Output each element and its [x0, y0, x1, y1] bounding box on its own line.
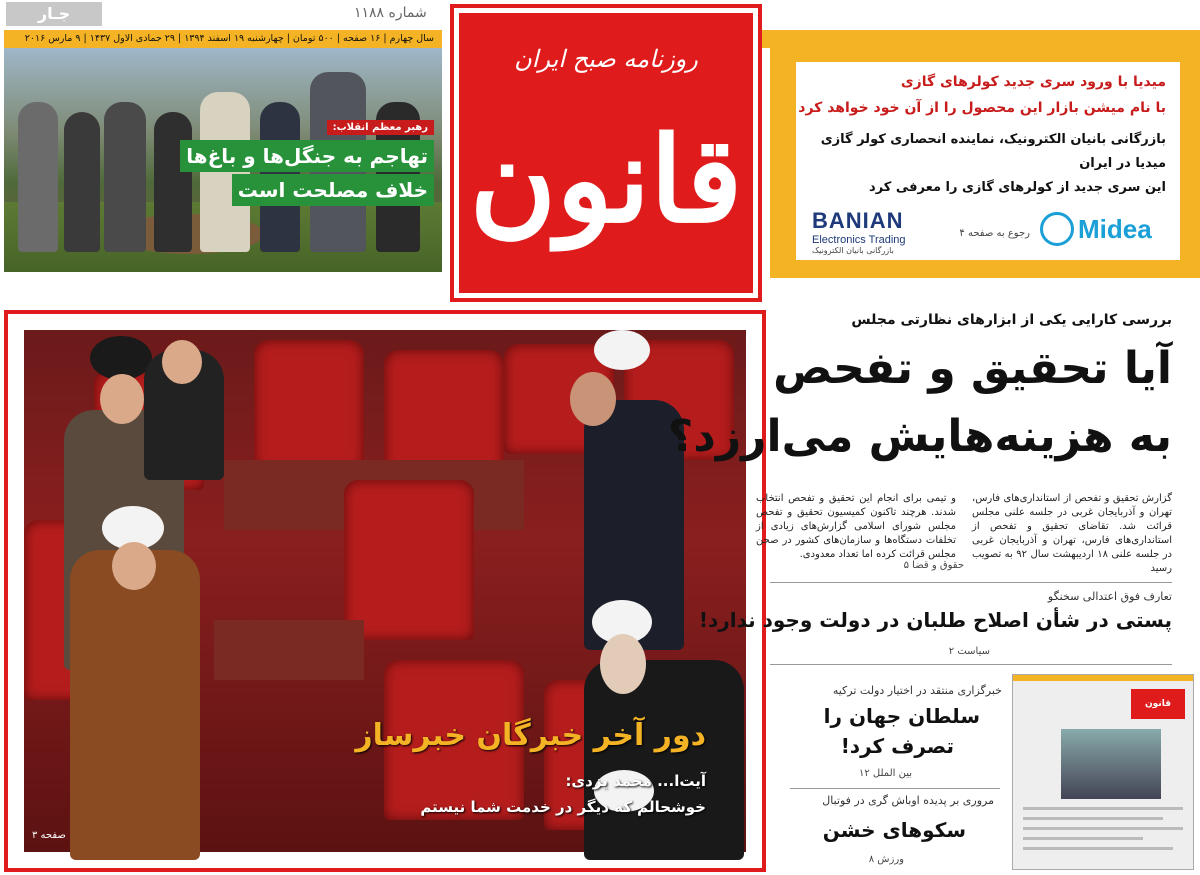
story-kicker: رهبر معظم انقلاب:: [327, 120, 434, 135]
page-reference: سیاست ۲: [948, 646, 990, 657]
thumbnail-text-line: [1023, 807, 1183, 810]
lead-headline[interactable]: به هزینه‌هایش می‌ارزد؟: [667, 411, 1172, 462]
masthead-panel: [459, 13, 753, 293]
lead-headline[interactable]: آیا تحقیق و تفحص: [773, 343, 1172, 394]
thumbnail-logo: قانون: [1131, 689, 1185, 719]
ad-text: میدیا در ایران: [1079, 156, 1166, 171]
divider: [790, 788, 1000, 789]
story-headline[interactable]: سکوهای خشن: [822, 818, 966, 842]
photo-chair: [344, 480, 474, 640]
photo-face: [600, 634, 646, 694]
banian-wordmark: BANIAN: [812, 208, 904, 233]
masthead[interactable]: [450, 4, 762, 302]
midea-logo: [1040, 210, 1170, 252]
main-photo-frame[interactable]: [4, 310, 766, 872]
page-reference: ورزش ۸: [868, 854, 904, 865]
story-kicker: مروری بر پدیده اوباش گری در فوتبال: [822, 794, 994, 807]
masthead-subtitle: روزنامه صبح ایران: [514, 45, 698, 73]
photo-face: [112, 542, 156, 590]
photo-face: [100, 374, 144, 424]
midea-ring-icon: [1040, 212, 1074, 246]
ad-text: بازرگانی بانیان الکترونیک، نماینده انحصاری کولر گازی: [820, 132, 1166, 147]
photo-figure: [200, 92, 250, 252]
info-bar: سال چهارم | ۱۶ صفحه | ۵۰۰ تومان | چهارشنبه ۱۹ اسفند ۱۳۹۴ | ۲۹ جمادی الاول ۱۴۳۷ | ۹ مارس ۲۰۱۶: [4, 30, 442, 48]
page-reference: سیاست ۲: [12, 294, 54, 305]
photo-desk: [214, 620, 364, 680]
tree-planting-photo[interactable]: [4, 48, 442, 305]
photo-figure: [18, 102, 58, 252]
photo-figure: [64, 112, 100, 252]
main-photo-quote-source: آیت‌ا... محمد یزدی:: [565, 772, 706, 790]
story-kicker: تعارف فوق اعتدالی سخنگو: [1047, 590, 1172, 603]
divider: [770, 664, 1172, 665]
assembly-photo: [24, 330, 746, 852]
newspaper-title: قانون: [469, 110, 743, 249]
banian-logo: [812, 208, 942, 255]
story-headline[interactable]: پستی در شأن اصلاح طلبان در دولت وجود ندارد!: [698, 608, 1172, 632]
photo-figure: [104, 102, 146, 252]
thumbnail-text-line: [1023, 817, 1163, 820]
issue-number: شماره ۱۱۸۸: [354, 5, 427, 21]
photo-figure: [154, 112, 192, 252]
site-logo[interactable]: جـار: [6, 2, 102, 26]
story-kicker: خبرگزاری منتقد در اختیار دولت ترکیه: [832, 684, 1002, 697]
ad-text: این سری جدید از کولرهای گازی را معرفی کرد: [869, 180, 1166, 195]
lead-body-column: و تیمی برای انجام این تحقیق و تفحص انتخاب شدند. هرچند تاکنون کمیسیون تحقیق و تفحص مجلس شورای اسلامی گزارش‌های زیادی از تخلفات دستگاه‌ها و سازمان‌های کشور در صحن مجلس قرائت کرده اما تعداد معدودی.: [756, 493, 956, 560]
ad-page-reference: رجوع به صفحه ۴: [959, 228, 1030, 239]
thumbnail-text-line: [1023, 847, 1173, 850]
photo-person: [584, 660, 744, 860]
thumbnail-bar: [1013, 675, 1193, 681]
divider: [770, 582, 1172, 583]
info-bar-accent: [762, 30, 1200, 48]
ad-headline: با نام میشن بازار این محصول را از آن خود خواهد کرد: [798, 100, 1166, 116]
photo-face: [570, 372, 616, 426]
photo-person: [70, 550, 200, 860]
main-photo-headline[interactable]: دور آخر خبرگان خبرساز: [355, 718, 706, 753]
lead-kicker: بررسی کارایی یکی از ابزارهای نظارتی مجلس: [851, 312, 1172, 328]
story-headline[interactable]: تهاجم به جنگل‌ها و باغ‌ها: [180, 140, 434, 172]
photo-turban: [594, 330, 650, 370]
thumbnail-text-line: [1023, 827, 1183, 830]
previous-issue-thumbnail[interactable]: [1012, 674, 1194, 870]
story-headline[interactable]: خلاف مصلحت است: [232, 174, 434, 206]
ad-headline: میدیا با ورود سری جدید کولرهای گازی: [900, 74, 1166, 90]
ad-panel: [796, 62, 1180, 260]
photo-chair: [254, 340, 364, 470]
banian-persian-name: بازرگانی بانیان الکترونیک: [812, 246, 894, 255]
banian-tagline: Electronics Trading: [812, 234, 906, 246]
photo-face: [162, 340, 202, 384]
thumbnail-photo: [1061, 729, 1161, 799]
page-reference: صفحه ۳: [32, 830, 66, 841]
lead-body-column: گزارش تحقیق و تفحص از استانداری‌های فارس، تهران و آذربایجان غربی در جلسه علنی مجلس قرائت شد. تقاضای تحقیق و تفحص از استانداری‌های فارس، تهران و آذربایجان غربی در جلسه علنی ۱۸ اردیبهشت سال ۹۲ به تصویب رسید: [972, 493, 1172, 574]
story-headline[interactable]: سلطان جهان را: [823, 704, 980, 728]
story-headline[interactable]: تصرف کرد!: [840, 734, 954, 758]
page-reference: بین الملل ۱۲: [858, 768, 912, 779]
thumbnail-text-line: [1023, 837, 1143, 840]
midea-wordmark: Midea: [1078, 214, 1152, 244]
page-reference: حقوق و قضا ۵: [903, 560, 964, 571]
advertisement[interactable]: [770, 48, 1200, 278]
main-photo-quote: خوشحالم که دیگر در خدمت شما نیستم: [420, 798, 706, 816]
